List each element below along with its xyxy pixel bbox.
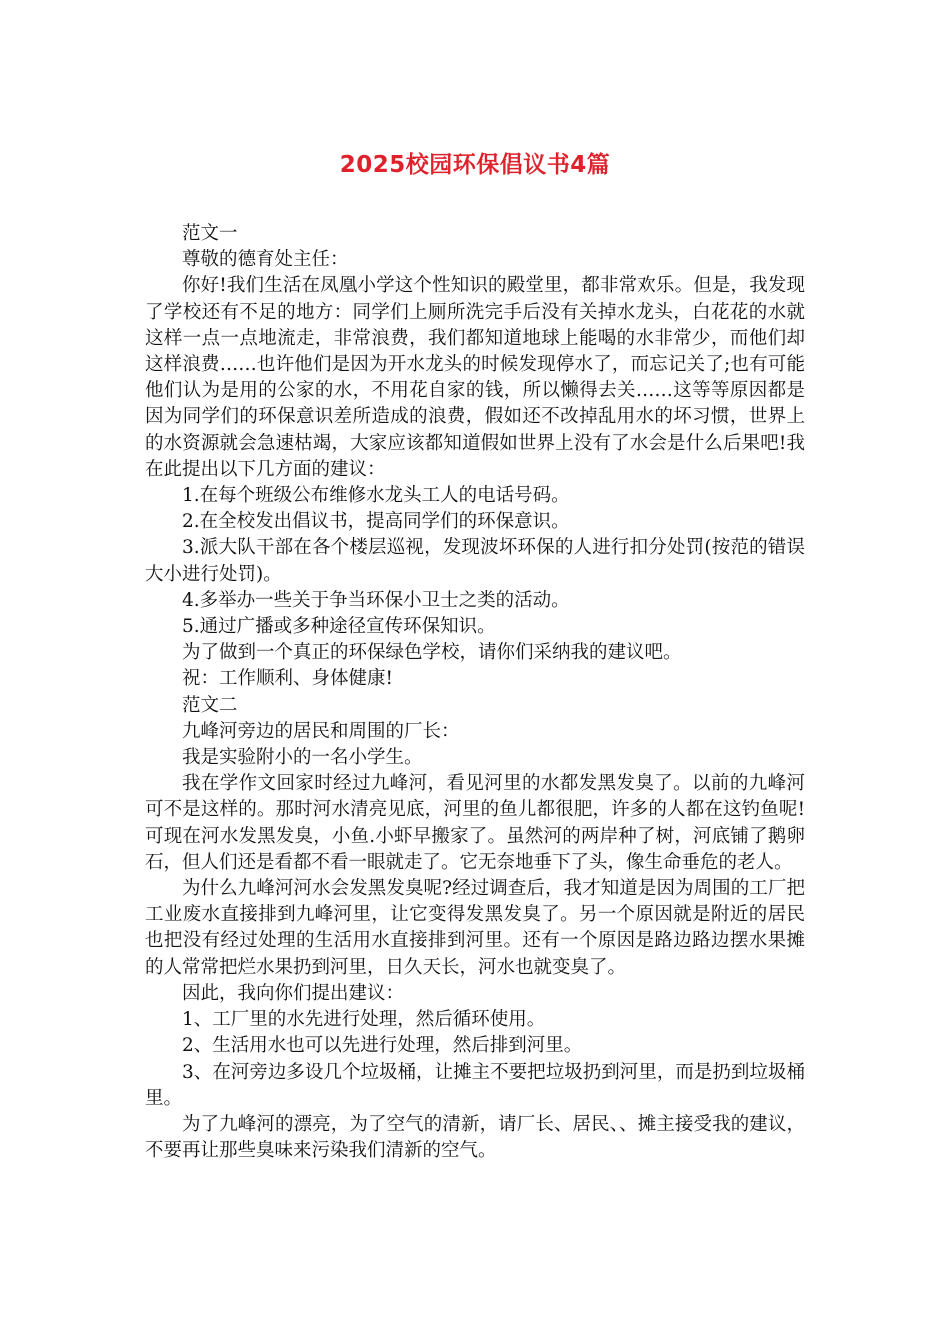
- section-heading-1: 范文一: [182, 223, 238, 244]
- paragraph: 为了九峰河的漂亮，为了空气的清新，请厂长、居民、、摊主接受我的建议，不要再让那些臭味来污染我们清新的空气。: [145, 1113, 805, 1162]
- closing: 祝：工作顺利、身体健康!: [182, 668, 393, 690]
- paragraph: 因此，我向你们提出建议：: [182, 982, 405, 1004]
- section-heading-2: 范文二: [182, 694, 238, 716]
- suggestion-item: 2、生活用水也可以先进行处理，然后排到河里。: [182, 1035, 583, 1057]
- suggestion-item: 3、在河旁边多设几个垃圾桶，让摊主不要把垃圾扔到河里，而是扔到垃圾桶里。: [145, 1061, 805, 1109]
- suggestion-item: 1、工厂里的水先进行处理，然后循环使用。: [182, 1009, 546, 1031]
- paragraph: 为什么九峰河河水会发黑发臭呢?经过调查后，我才知道是因为周围的工厂把工业废水直接排到九峰河里，让它变得发黑发臭了。另一个原因就是附近的居民也把没有经过处理的生活用水直接排到河里。还有一个原因是路边路边摆水果摊的人常常把烂水果扔到河里，日久天长，河水也就变臭了。: [145, 878, 805, 978]
- document-title: 2025校园环保倡议书4篇: [339, 152, 611, 179]
- suggestion-item: 2.在全校发出倡议书，提高同学们的环保意识。: [182, 511, 570, 533]
- salutation: 九峰河旁边的居民和周围的厂长：: [182, 720, 460, 742]
- salutation: 尊敬的德育处主任：: [182, 249, 349, 271]
- document-body: [145, 221, 805, 1164]
- suggestion-item: 3.派大队干部在各个楼层巡视，发现波坏环保的人进行扣分处罚(按范的错误大小进行处罚)。: [145, 537, 805, 585]
- paragraph: 为了做到一个真正的环保绿色学校，请你们采纳我的建议吧。: [182, 642, 682, 664]
- suggestion-item: 1.在每个班级公布维修水龙头工人的电话号码。: [182, 485, 570, 507]
- paragraph: 我是实验附小的一名小学生。: [182, 747, 423, 769]
- paragraph: 你好!我们生活在凤凰小学这个性知识的殿堂里，都非常欢乐。但是，我发现了学校还有不足的地方：同学们上厕所洗完手后没有关掉水龙头，白花花的水就这样一点一点地流走，非常浪费，我们都知道地球上能喝的水非常少，而他们却这样浪费……也许他们是因为开水龙头的时候发现停水了，而忘记关了;也有可能他们认为是用的公家的水，不用花自家的钱，所以懒得去关……这等等原因都是因为同学们的环保意识差所造成的浪费，假如还不改掉乱用水的坏习惯，世界上的水资源就会急速枯竭，大家应该都知道假如世界上没有了水会是什么后果吧!我在此提出以下几方面的建议：: [145, 275, 805, 480]
- suggestion-item: 5.通过广播或多种途径宣传环保知识。: [182, 616, 496, 638]
- suggestion-item: 4.多举办一些关于争当环保小卫士之类的活动。: [182, 589, 570, 611]
- paragraph: 我在学作文回家时经过九峰河，看见河里的水都发黑发臭了。以前的九峰河可不是这样的。那时河水清亮见底，河里的鱼儿都很肥，许多的人都在这钓鱼呢!可现在河水发黑发臭，小鱼.小虾早搬家了。虽然河的两岸种了树，河底铺了鹅卵石，但人们还是看都不看一眼就走了。它无奈地垂下了头，像生命垂危的老人。: [145, 773, 805, 873]
